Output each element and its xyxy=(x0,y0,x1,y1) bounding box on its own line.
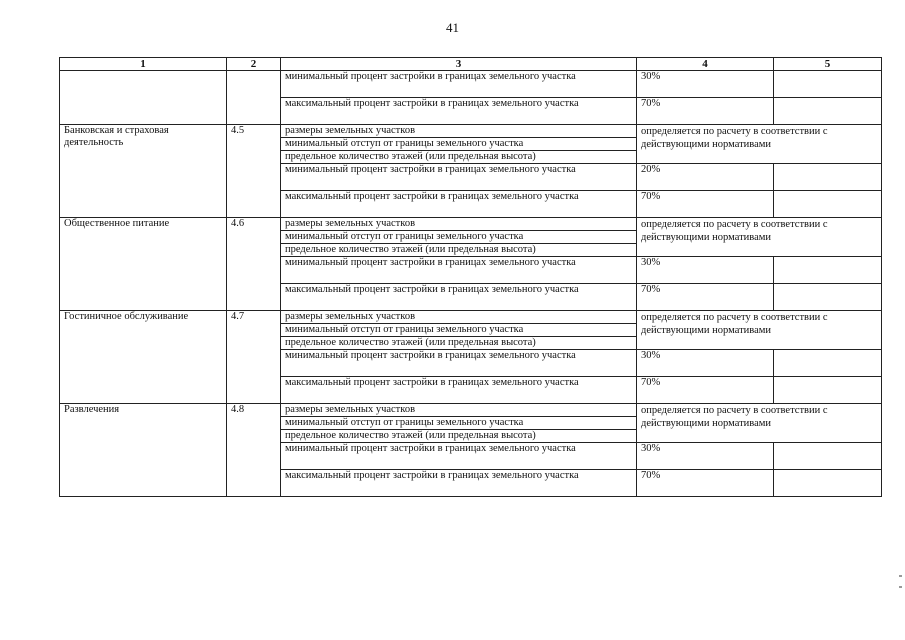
use-name-cell: Развлечения xyxy=(60,404,227,497)
scan-margin-marks xyxy=(899,575,903,597)
param-cell: минимальный процент застройки в границах земельного участка xyxy=(281,350,637,377)
param-cell: максимальный процент застройки в границах земельного участка xyxy=(281,191,637,218)
use-name-cell: Гостиничное обслуживание xyxy=(60,311,227,404)
param-cell: максимальный процент застройки в границах земельного участка xyxy=(281,284,637,311)
param-cell: минимальный процент застройки в границах земельного участка xyxy=(281,257,637,284)
page-number: 41 xyxy=(446,20,459,35)
param-cell: минимальный отступ от границы земельного участка xyxy=(281,324,637,337)
empty-cell xyxy=(774,71,882,98)
use-name-cell xyxy=(60,71,227,125)
param-cell: максимальный процент застройки в границах земельного участка xyxy=(281,470,637,497)
calc-note-cell: определяется по расчету в соответствии с действующими нормативами xyxy=(637,404,882,443)
param-cell: максимальный процент застройки в границах земельного участка xyxy=(281,377,637,404)
value-cell: 70% xyxy=(637,377,774,404)
param-cell: предельное количество этажей (или предельная высота) xyxy=(281,337,637,350)
value-cell: 30% xyxy=(637,350,774,377)
value-cell: 30% xyxy=(637,71,774,98)
use-name-cell: Общественное питание xyxy=(60,218,227,311)
value-cell: 20% xyxy=(637,164,774,191)
regulations-table xyxy=(59,57,882,497)
value-cell: 30% xyxy=(637,257,774,284)
param-cell: минимальный отступ от границы земельного участка xyxy=(281,417,637,430)
value-cell: 70% xyxy=(637,98,774,125)
param-cell: размеры земельных участков xyxy=(281,218,637,231)
table-row xyxy=(60,71,882,98)
value-cell: 70% xyxy=(637,191,774,218)
header-col-2: 2 xyxy=(227,58,281,71)
value-cell: 70% xyxy=(637,470,774,497)
use-code-cell xyxy=(227,71,281,125)
empty-cell xyxy=(774,257,882,284)
calc-note-cell: определяется по расчету в соответствии с действующими нормативами xyxy=(637,311,882,350)
header-col-5: 5 xyxy=(774,58,882,71)
empty-cell xyxy=(774,377,882,404)
param-cell: минимальный отступ от границы земельного участка xyxy=(281,138,637,151)
param-cell: минимальный процент застройки в границах земельного участка xyxy=(281,443,637,470)
param-cell: минимальный процент застройки в границах земельного участка xyxy=(281,71,637,98)
empty-cell xyxy=(774,284,882,311)
empty-cell xyxy=(774,443,882,470)
param-cell: минимальный процент застройки в границах земельного участка xyxy=(281,164,637,191)
use-code-cell: 4.6 xyxy=(227,218,281,311)
table-row xyxy=(60,125,882,138)
empty-cell xyxy=(774,470,882,497)
use-code-cell: 4.8 xyxy=(227,404,281,497)
empty-cell xyxy=(774,164,882,191)
use-name-cell: Банковская и страховая деятельность xyxy=(60,125,227,218)
param-cell: предельное количество этажей (или предельная высота) xyxy=(281,430,637,443)
table-header-row xyxy=(60,58,882,71)
scan-mark xyxy=(899,586,902,588)
header-col-3: 3 xyxy=(281,58,637,71)
scan-mark xyxy=(899,575,902,577)
param-cell: максимальный процент застройки в границах земельного участка xyxy=(281,98,637,125)
calc-note-cell: определяется по расчету в соответствии с действующими нормативами xyxy=(637,218,882,257)
param-cell: предельное количество этажей (или предельная высота) xyxy=(281,244,637,257)
table-row xyxy=(60,218,882,231)
header-col-4: 4 xyxy=(637,58,774,71)
param-cell: предельное количество этажей (или предельная высота) xyxy=(281,151,637,164)
param-cell: размеры земельных участков xyxy=(281,125,637,138)
param-cell: размеры земельных участков xyxy=(281,311,637,324)
param-cell: размеры земельных участков xyxy=(281,404,637,417)
value-cell: 70% xyxy=(637,284,774,311)
use-code-cell: 4.7 xyxy=(227,311,281,404)
table-row xyxy=(60,311,882,324)
use-code-cell: 4.5 xyxy=(227,125,281,218)
param-cell: минимальный отступ от границы земельного участка xyxy=(281,231,637,244)
empty-cell xyxy=(774,350,882,377)
calc-note-cell: определяется по расчету в соответствии с действующими нормативами xyxy=(637,125,882,164)
empty-cell xyxy=(774,191,882,218)
header-col-1: 1 xyxy=(60,58,227,71)
value-cell: 30% xyxy=(637,443,774,470)
empty-cell xyxy=(774,98,882,125)
table-row xyxy=(60,404,882,417)
